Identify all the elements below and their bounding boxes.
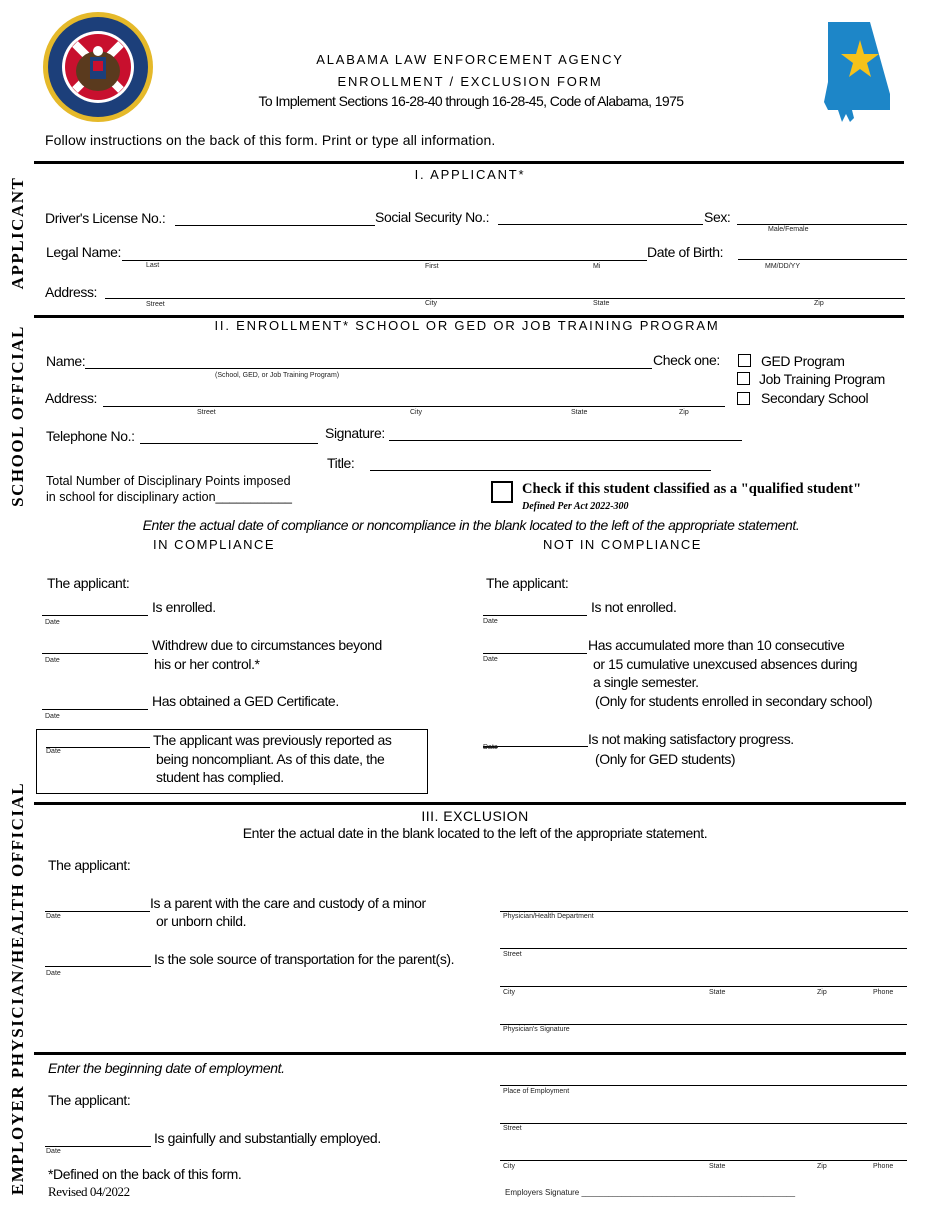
state-hint: State (593, 300, 610, 307)
legal-name-label: Legal Name: (46, 244, 121, 260)
progress-note: (Only for GED students) (595, 751, 736, 767)
withdrew-statement: Withdrew due to circumstances beyond (152, 637, 382, 653)
qualified-student-note: Defined Per Act 2022-300 (522, 501, 629, 512)
dob-label: Date of Birth: (647, 244, 724, 260)
title-label: Title: (327, 455, 355, 471)
zip-hint: Zip (679, 409, 689, 416)
secondary-school-label: Secondary School (761, 390, 869, 406)
phone-hint: Phone (873, 1163, 894, 1170)
form-subtitle: To Implement Sections 16-28-40 through 16-28-45, Code of Alabama, 1975 (258, 93, 684, 109)
zip-hint: Zip (817, 989, 827, 996)
the-applicant-label: The applicant: (486, 575, 569, 591)
date-hint: Date (483, 618, 498, 625)
physician-signature-hint: Physician's Signature (503, 1026, 570, 1033)
complied-statement: The applicant was previously reported as (153, 732, 392, 748)
withdrew-statement-cont: his or her control.* (154, 656, 260, 672)
instructions-text: Follow instructions on the back of this form. Print or type all information. (45, 132, 496, 148)
parent-date-input[interactable] (45, 911, 150, 912)
absences-date-input[interactable] (483, 653, 587, 654)
the-applicant-label: The applicant: (47, 575, 130, 591)
alea-seal-logo (42, 11, 154, 123)
section-applicant-heading: I. APPLICANT* (414, 167, 526, 182)
state-hint: State (571, 409, 588, 416)
progress-date-input[interactable] (483, 746, 588, 747)
ssn-input[interactable] (498, 224, 703, 225)
section-enrollment-heading: II. ENROLLMENT* SCHOOL OR GED OR JOB TRAINING PROGRAM (214, 318, 720, 333)
exclusion-instruction: Enter the actual date in the blank located to the left of the appropriate statement. (242, 825, 708, 841)
dob-input[interactable] (738, 259, 907, 260)
date-hint: Date (46, 913, 61, 920)
street-hint: Street (503, 951, 522, 958)
parent-statement-cont: or unborn child. (156, 913, 247, 929)
street-hint: Street (503, 1125, 522, 1132)
date-hint: Date (46, 970, 61, 977)
phone-hint: Phone (873, 989, 894, 996)
sex-input[interactable] (737, 224, 907, 225)
ged-statement: Has obtained a GED Certificate. (152, 693, 339, 709)
last-hint: Last (146, 262, 160, 269)
transport-statement: Is the sole source of transportation for the parent(s). (154, 951, 455, 967)
absences-statement: Has accumulated more than 10 consecutive (588, 637, 845, 653)
zip-hint: Zip (817, 1163, 827, 1170)
qualified-student-label: Check if this student classified as a "qualified student" (522, 481, 862, 497)
dl-label: Driver's License No.: (45, 210, 166, 226)
address-input[interactable] (105, 298, 905, 299)
physician-dept-input[interactable] (500, 911, 908, 912)
telephone-label: Telephone No.: (46, 428, 135, 444)
place-hint: Place of Employment (503, 1088, 570, 1095)
not-enrolled-date-input[interactable] (483, 615, 587, 616)
employer-signature-input[interactable]: Employers Signature ________________________________________________ (505, 1188, 796, 1197)
disciplinary-points-label: Total Number of Disciplinary Points imposed (46, 474, 291, 488)
telephone-input[interactable] (140, 443, 318, 444)
complied-statement-cont: student has complied. (156, 769, 284, 785)
date-hint: Date (46, 748, 61, 755)
date-hint: Date (45, 657, 60, 664)
revision-date: Revised 04/2022 (48, 1184, 130, 1199)
agency-name: ALABAMA LAW ENFORCEMENT AGENCY (316, 52, 624, 67)
title-input[interactable] (370, 470, 711, 471)
job-training-checkbox[interactable] (737, 372, 750, 385)
address-label: Address: (45, 284, 98, 300)
absences-statement-cont: a single semester. (593, 674, 699, 690)
ged-program-label: GED Program (761, 353, 845, 369)
street-hint: Street (197, 409, 216, 416)
first-hint: First (425, 263, 439, 270)
section-divider (34, 161, 904, 164)
physician-street-input[interactable] (500, 948, 907, 949)
city-hint: City (410, 409, 423, 416)
zip-hint: Zip (814, 300, 824, 307)
date-hint: Date (45, 619, 60, 626)
employed-statement: Is gainfully and substantially employed. (154, 1130, 381, 1146)
complied-statement-cont: being noncompliant. As of this date, the (156, 751, 385, 767)
employer-city-input[interactable] (500, 1160, 907, 1161)
date-hint: Date (45, 713, 60, 720)
date-hint: Date (483, 656, 498, 663)
school-address-input[interactable] (103, 406, 725, 407)
enrolled-statement: Is enrolled. (152, 599, 216, 615)
progress-statement: Is not making satisfactory progress. (588, 731, 794, 747)
sex-hint: Male/Female (768, 226, 809, 233)
section-divider (34, 1052, 906, 1055)
the-applicant-label: The applicant: (48, 1092, 131, 1108)
ged-program-checkbox[interactable] (738, 354, 751, 367)
ssn-label: Social Security No.: (375, 209, 490, 225)
footnote: *Defined on the back of this form. (48, 1166, 242, 1182)
employment-date-input[interactable] (45, 1146, 151, 1147)
employer-street-input[interactable] (500, 1123, 907, 1124)
parent-statement: Is a parent with the care and custody of a minor (150, 895, 426, 911)
not-in-compliance-heading: NOT IN COMPLIANCE (543, 537, 702, 552)
side-label-physician: PHYSICIAN/HEALTH OFFICIAL (8, 781, 27, 1079)
absences-statement-cont: or 15 cumulative unexcused absences during (593, 656, 858, 672)
employer-place-input[interactable] (500, 1085, 907, 1086)
form-title: ENROLLMENT / EXCLUSION FORM (337, 74, 603, 89)
alabama-map-star-icon (824, 22, 896, 126)
side-label-school-official: SCHOOL OFFICIAL (8, 325, 27, 507)
dob-hint: MM/DD/YY (765, 263, 800, 270)
school-name-input[interactable] (85, 368, 652, 369)
state-hint: State (709, 989, 726, 996)
signature-input[interactable] (389, 440, 742, 441)
side-label-employer: EMPLOYER (8, 1084, 27, 1196)
physician-signature-input[interactable] (500, 1024, 907, 1025)
withdrew-date-input[interactable] (42, 653, 148, 654)
disciplinary-points-input[interactable]: in school for disciplinary action___________ (46, 490, 292, 504)
dl-input[interactable] (175, 225, 375, 226)
city-hint: City (425, 300, 438, 307)
legal-name-input[interactable] (122, 260, 647, 261)
side-label-applicant: APPLICANT (8, 176, 27, 290)
physician-city-input[interactable] (500, 986, 907, 987)
signature-label: Signature: (325, 425, 385, 441)
section-divider (34, 802, 906, 805)
date-hint: Date (46, 1148, 61, 1155)
check-one-label: Check one: (653, 352, 720, 368)
job-training-label: Job Training Program (759, 371, 885, 387)
employer-instruction: Enter the beginning date of employment. (48, 1060, 285, 1076)
city-hint: City (503, 1163, 516, 1170)
the-applicant-label: The applicant: (48, 857, 131, 873)
absences-note: (Only for students enrolled in secondary school) (595, 693, 873, 709)
section-exclusion-heading: III. EXCLUSION (421, 808, 529, 824)
state-hint: State (709, 1163, 726, 1170)
city-hint: City (503, 989, 516, 996)
enrolled-date-input[interactable] (42, 615, 148, 616)
ged-date-input[interactable] (42, 709, 148, 710)
qualified-student-checkbox[interactable] (491, 481, 513, 503)
street-hint: Street (146, 301, 165, 308)
not-enrolled-statement: Is not enrolled. (591, 599, 677, 615)
school-address-label: Address: (45, 390, 98, 406)
mi-hint: Mi (593, 263, 601, 270)
sex-label: Sex: (704, 209, 731, 225)
in-compliance-heading: IN COMPLIANCE (153, 537, 276, 552)
school-name-label: Name: (46, 353, 86, 369)
complied-date-input[interactable] (46, 747, 150, 748)
secondary-school-checkbox[interactable] (737, 392, 750, 405)
date-hint: Date (483, 744, 498, 751)
transport-date-input[interactable] (45, 966, 151, 967)
compliance-instruction: Enter the actual date of compliance or noncompliance in the blank located to the left of the appropriate statement. (142, 517, 800, 533)
physician-dept-hint: Physician/Health Department (503, 913, 594, 920)
school-name-hint: (School, GED, or Job Training Program) (215, 372, 340, 379)
